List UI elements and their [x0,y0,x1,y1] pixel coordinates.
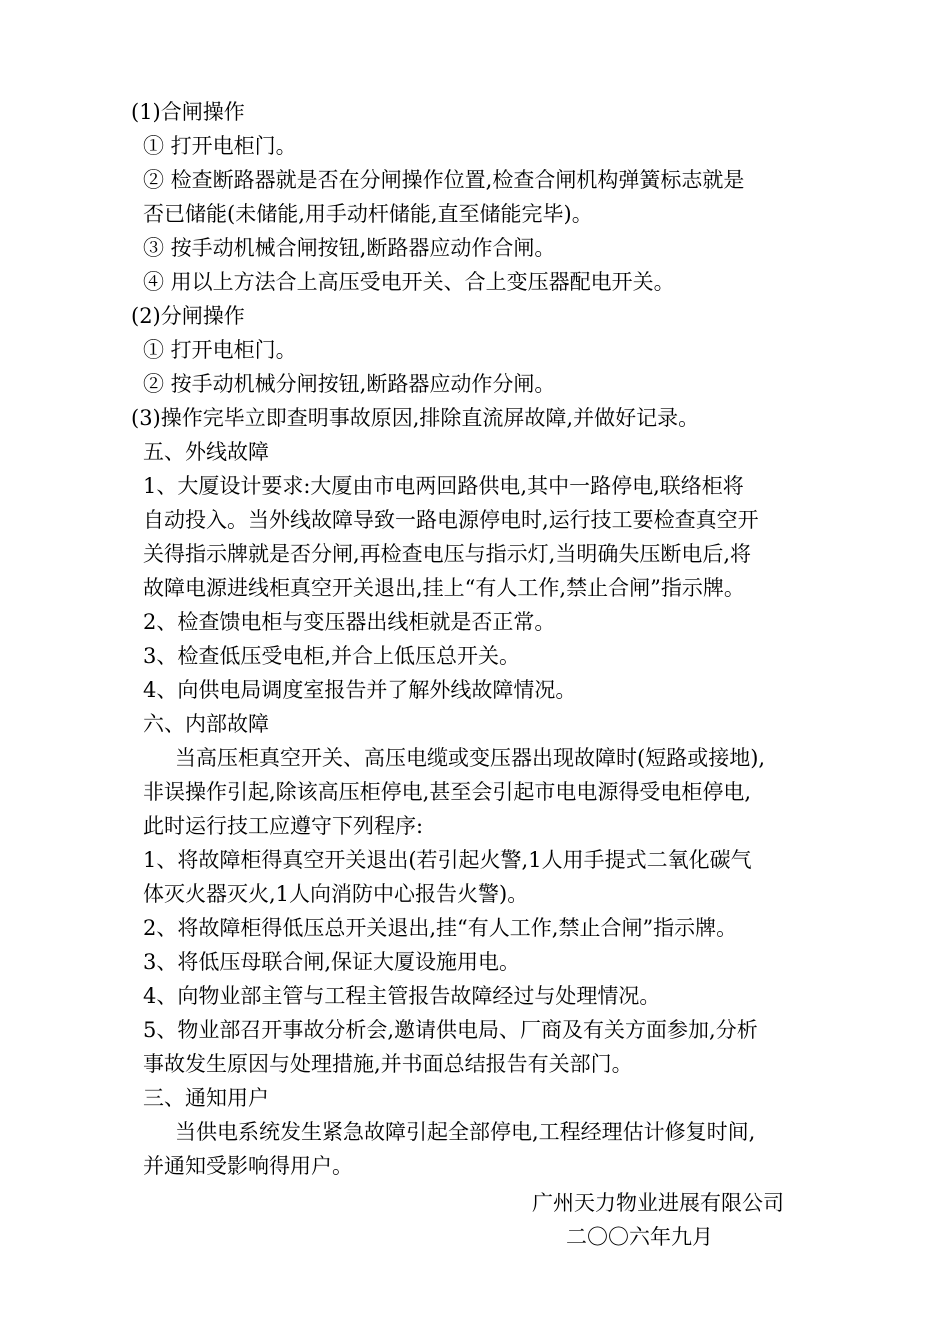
text-line: ① 打开电柜门。 [143,338,297,362]
text-line: 关得指示牌就是否分闸,再检查电压与指示灯,当明确失压断电后,将 [143,542,752,566]
text-line: 2、检查馈电柜与变压器出线柜就是否正常。 [143,610,556,634]
text-line: ③ 按手动机械合闸按钮,断路器应动作合闸。 [143,236,556,260]
text-line: 4、向供电局调度室报告并了解外线故障情况。 [143,678,577,702]
text-line: 此时运行技工应遵守下列程序: [143,814,424,838]
text-line: 非误操作引起,除该高压柜停电,甚至会引起市电电源得受电柜停电, [143,780,752,804]
text-line: ② 按手动机械分闸按钮,断路器应动作分闸。 [143,372,556,396]
text-line: 4、向物业部主管与工程主管报告故障经过与处理情况。 [143,984,661,1008]
signature-date: 二〇〇六年九月 [566,1225,713,1249]
text-line: ① 打开电柜门。 [143,134,297,158]
text-line: ④ 用以上方法合上高压受电开关、合上变压器配电开关。 [143,270,675,294]
text-line: 否已储能(未储能,用手动杆储能,直至储能完毕)。 [143,202,593,226]
text-line: (3)操作完毕立即查明事故原因,排除直流屏故障,并做好记录。 [131,406,700,430]
text-line: ② 检查断路器就是否在分闸操作位置,检查合闸机构弹簧标志就是 [143,168,745,192]
text-line: 事故发生原因与处理措施,并书面总结报告有关部门。 [143,1052,633,1076]
text-line: 3、将低压母联合闸,保证大厦设施用电。 [143,950,521,974]
text-line: 1、大厦设计要求:大厦由市电两回路供电,其中一路停电,联络柜将 [143,474,744,498]
text-line: (1)合闸操作 [131,100,245,124]
text-line: 自动投入。当外线故障导致一路电源停电时,运行技工要检查真空开 [143,508,759,532]
section-heading: 五、外线故障 [143,440,269,464]
text-line: 故障电源进线柜真空开关退出,挂上“有人工作,禁止合闸”指示牌。 [143,576,745,600]
text-line: 体灭火器灭火,1人向消防中心报告火警)。 [143,882,529,906]
signature-company: 广州天力物业进展有限公司 [532,1191,784,1215]
text-line: 并通知受影响得用户。 [143,1154,353,1178]
section-heading: 三、通知用户 [143,1086,269,1110]
text-line: 当高压柜真空开关、高压电缆或变压器出现故障时(短路或接地), [175,746,766,770]
text-line: 3、检查低压受电柜,并合上低压总开关。 [143,644,521,668]
text-line: 2、将故障柜得低压总开关退出,挂“有人工作,禁止合闸”指示牌。 [143,916,738,940]
text-line: 5、物业部召开事故分析会,邀请供电局、厂商及有关方面参加,分析 [143,1018,758,1042]
text-line: (2)分闸操作 [131,304,245,328]
text-line: 1、将故障柜得真空开关退出(若引起火警,1人用手提式二氧化碳气 [143,848,752,872]
section-heading: 六、内部故障 [143,712,269,736]
text-line: 当供电系统发生紧急故障引起全部停电,工程经理估计修复时间, [175,1120,756,1144]
